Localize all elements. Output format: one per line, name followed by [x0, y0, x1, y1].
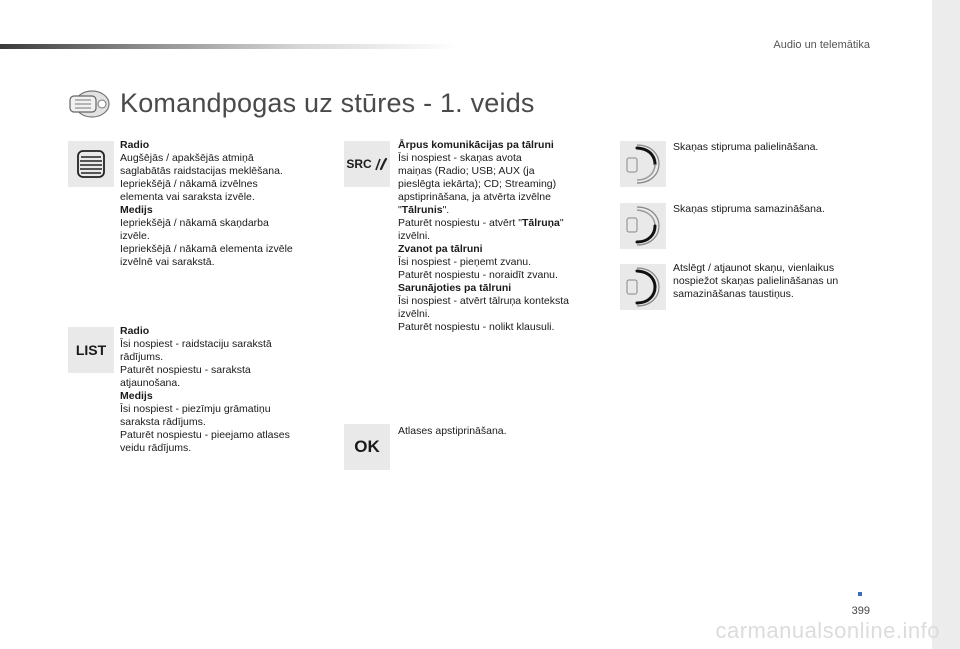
volume-down-description: Skaņas stipruma samazināšana.	[673, 203, 825, 215]
thumbwheel-button	[68, 141, 114, 187]
src-description: Ārpus komunikācijas pa tālruni Īsi nospiest - skaņas avota maiņas (Radio; USB; AUX (ja pieslēgta iekārta); CD; Streaming) apstiprināšana, ja atvērta izvēlne "Tālrunis". Paturēt nospiestu - atvērt "Tālruņa" izvēlni. Zvanot pa tālruni Īsi nospiest - pieņemt zvanu. Paturēt nospiestu - noraidīt zvanu. Sarunājoties pa tālruni Īsi nospiest - atvērt tālruņa konteksta izvēlni. Paturēt nospiestu - nolikt klausuli.	[398, 139, 569, 333]
volume-up-description: Skaņas stipruma palielināšana.	[673, 141, 819, 153]
volume-down-button	[620, 203, 666, 249]
page-marker	[858, 592, 862, 596]
page-number: 399	[851, 605, 870, 617]
ok-description: Atlases apstiprināšana.	[398, 425, 507, 437]
src-phone-button	[344, 141, 390, 187]
section-title: Audio un telemātika	[773, 39, 870, 51]
phone-icon	[374, 156, 388, 172]
src-label: SRC	[346, 157, 372, 171]
steering-wheel-icon	[66, 87, 112, 121]
mute-button	[620, 264, 666, 310]
list-description: Radio Īsi nospiest - raidstaciju sarakstā rādījums. Paturēt nospiestu - saraksta atjaunošana. Medijs Īsi nospiest - piezīmju grāmatiņu saraksta rādījums. Paturēt nospiestu - pieejamo atlases veidu rādījums.	[120, 325, 290, 454]
volume-up-button	[620, 141, 666, 187]
watermark: carmanualsonline.info	[715, 618, 940, 643]
page-title: Komandpogas uz stūres - 1. veids	[120, 88, 535, 118]
volume-down-icon	[623, 204, 663, 248]
thumbwheel-icon	[75, 148, 107, 180]
thumbwheel-description: Radio Augšējās / apakšējās atmiņā saglabātās raidstacijas meklēšana. Iepriekšējā / nākamā izvēlnes elementa vai saraksta izvēle. Medijs Iepriekšējā / nākamā skaņdarba izvēle. Iepriekšējā / nākamā elementa izvēle izvēlnē vai sarakstā.	[120, 139, 293, 268]
ok-button	[344, 424, 390, 470]
mute-description: Atslēgt / atjaunot skaņu, vienlaikus nospiežot skaņas palielināšanas un samazināšanas taustiņus.	[673, 262, 839, 300]
list-button	[68, 327, 114, 373]
list-icon: LIST	[75, 342, 107, 358]
ok-icon: OK	[354, 437, 380, 456]
volume-up-icon	[623, 142, 663, 186]
page-edge-strip	[932, 0, 960, 649]
header-gradient-bar	[0, 44, 460, 49]
mute-icon	[623, 265, 663, 309]
